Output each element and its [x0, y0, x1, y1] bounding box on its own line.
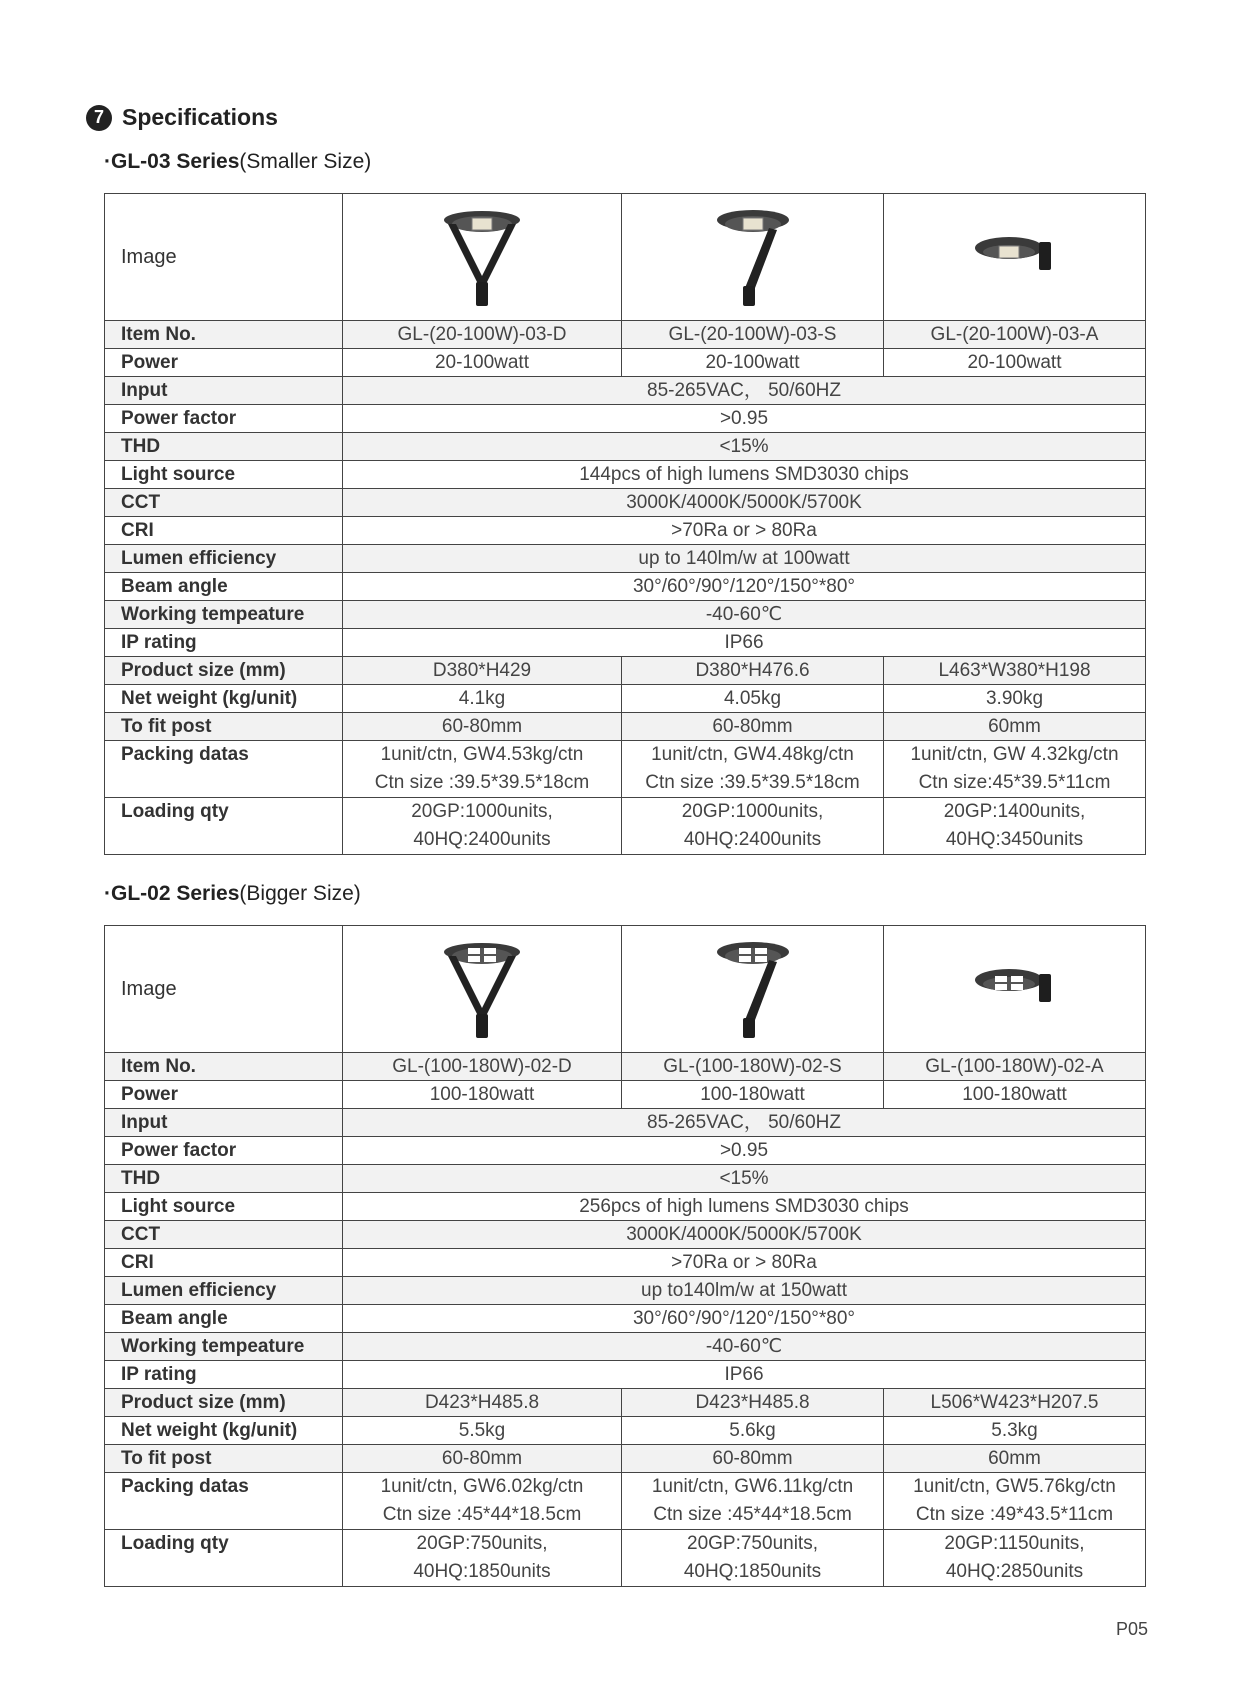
- row-label: Image: [105, 926, 343, 1053]
- series-title-rest: (Bigger Size): [239, 882, 361, 905]
- spec-value-line: 20GP:1000units,: [411, 801, 553, 822]
- spec-value: 3.90kg: [884, 685, 1146, 713]
- row-label: Input: [105, 377, 343, 405]
- spec-row: [105, 433, 1146, 461]
- spec-value: <15%: [343, 1165, 1146, 1193]
- spec-value-line: Ctn size :49*43.5*11cm: [915, 1504, 1114, 1525]
- spec-value: -40-60℃: [343, 1333, 1146, 1361]
- row-label: Packing datas: [105, 1473, 343, 1530]
- spec-value: <15%: [343, 433, 1146, 461]
- row-label: IP rating: [105, 629, 343, 657]
- row-label: To fit post: [105, 1445, 343, 1473]
- row-label: Power factor: [105, 1137, 343, 1165]
- spec-value: 4.1kg: [343, 685, 622, 713]
- spec-value-line: 1unit/ctn, GW6.02kg/ctn: [380, 1476, 584, 1497]
- section-number-badge: 7: [86, 105, 112, 131]
- row-label: CRI: [105, 517, 343, 545]
- spec-value: GL-(20-100W)-03-S: [622, 321, 884, 349]
- row-label: Beam angle: [105, 573, 343, 601]
- spec-row: [105, 657, 1146, 685]
- spec-row: [105, 1193, 1146, 1221]
- spec-value: 5.3kg: [884, 1417, 1146, 1445]
- section-heading: [86, 104, 278, 131]
- spec-value: >0.95: [343, 405, 1146, 433]
- spec-value: 4.05kg: [622, 685, 884, 713]
- side-arm-lamp-s-icon: [622, 194, 884, 321]
- spec-row: [105, 1221, 1146, 1249]
- row-label: Packing datas: [105, 741, 343, 798]
- spec-value: L506*W423*H207.5: [884, 1389, 1146, 1417]
- spec-value: 100-180watt: [343, 1081, 622, 1109]
- series-title-gl02: [104, 882, 361, 906]
- spec-table-gl03: [104, 193, 1146, 855]
- row-label: Working tempeature: [105, 1333, 343, 1361]
- spec-value-line: 1unit/ctn, GW6.11kg/ctn: [651, 1476, 854, 1497]
- spec-value: up to140lm/w at 150watt: [343, 1277, 1146, 1305]
- spec-value: [622, 1530, 884, 1587]
- row-label: Power factor: [105, 405, 343, 433]
- row-label: CCT: [105, 1221, 343, 1249]
- spec-value-line: 1unit/ctn, GW4.53kg/ctn: [380, 744, 584, 765]
- spec-value-line: 40HQ:2400units: [683, 829, 822, 850]
- spec-value: [884, 741, 1146, 798]
- series-title-gl03: [104, 150, 371, 174]
- row-label: Working tempeature: [105, 601, 343, 629]
- spec-value-line: 1unit/ctn, GW4.48kg/ctn: [651, 744, 854, 765]
- spec-value: D380*H429: [343, 657, 622, 685]
- row-label: Input: [105, 1109, 343, 1137]
- spec-value-line: 40HQ:1850units: [683, 1561, 822, 1582]
- spec-row: [105, 1445, 1146, 1473]
- spec-value: GL-(20-100W)-03-D: [343, 321, 622, 349]
- spec-value: [622, 741, 884, 798]
- spec-value: 20-100watt: [884, 349, 1146, 377]
- section-title: Specifications: [122, 104, 278, 130]
- spec-value: D423*H485.8: [343, 1389, 622, 1417]
- spec-value: [622, 798, 884, 855]
- wall-arm-lamp-a-icon: [884, 926, 1146, 1053]
- spec-value: GL-(100-180W)-02-S: [622, 1053, 884, 1081]
- spec-row: [105, 405, 1146, 433]
- spec-row: [105, 798, 1146, 855]
- row-label: Product size (mm): [105, 657, 343, 685]
- spec-value: D380*H476.6: [622, 657, 884, 685]
- page-number: P05: [1115, 1619, 1148, 1639]
- spec-value: 256pcs of high lumens SMD3030 chips: [343, 1193, 1146, 1221]
- spec-row: [105, 1249, 1146, 1277]
- spec-value: GL-(100-180W)-02-D: [343, 1053, 622, 1081]
- spec-row: [105, 489, 1146, 517]
- spec-row: [105, 349, 1146, 377]
- row-label: To fit post: [105, 713, 343, 741]
- spec-row: [105, 321, 1146, 349]
- spec-row: [105, 1361, 1146, 1389]
- spec-value: [622, 1473, 884, 1530]
- spec-value-line: 20GP:750units,: [416, 1533, 548, 1554]
- spec-value: D423*H485.8: [622, 1389, 884, 1417]
- row-label: Lumen efficiency: [105, 1277, 343, 1305]
- spec-value: IP66: [343, 629, 1146, 657]
- spec-value: [343, 1530, 622, 1587]
- spec-row: [105, 1473, 1146, 1530]
- spec-row: [105, 545, 1146, 573]
- spec-value: 60mm: [884, 713, 1146, 741]
- image-row: [105, 926, 1146, 1053]
- spec-value: 144pcs of high lumens SMD3030 chips: [343, 461, 1146, 489]
- row-label: Power: [105, 1081, 343, 1109]
- spec-row: [105, 1417, 1146, 1445]
- spec-value-line: Ctn size :39.5*39.5*18cm: [645, 772, 860, 793]
- spec-row: [105, 1277, 1146, 1305]
- spec-value: 30°/60°/90°/120°/150°*80°: [343, 1305, 1146, 1333]
- row-label: THD: [105, 433, 343, 461]
- spec-row: [105, 1530, 1146, 1587]
- spec-value-line: 20GP:1000units,: [681, 801, 824, 822]
- spec-value: [343, 798, 622, 855]
- image-row: [105, 194, 1146, 321]
- spec-value-line: Ctn size:45*39.5*11cm: [918, 772, 1111, 793]
- row-label: Light source: [105, 1193, 343, 1221]
- spec-value: >70Ra or > 80Ra: [343, 1249, 1146, 1277]
- spec-row: [105, 713, 1146, 741]
- spec-value: 60mm: [884, 1445, 1146, 1473]
- post-top-lamp-d-icon: [343, 926, 622, 1053]
- spec-value: [884, 1530, 1146, 1587]
- spec-value: up to 140lm/w at 100watt: [343, 545, 1146, 573]
- spec-row: [105, 517, 1146, 545]
- spec-row: [105, 1389, 1146, 1417]
- spec-value-line: 1unit/ctn, GW 4.32kg/ctn: [910, 744, 1119, 765]
- spec-value-line: 20GP:750units,: [687, 1533, 818, 1554]
- spec-row: [105, 461, 1146, 489]
- spec-row: [105, 741, 1146, 798]
- row-label: CCT: [105, 489, 343, 517]
- spec-value: -40-60℃: [343, 601, 1146, 629]
- spec-value-line: 40HQ:1850units: [413, 1561, 551, 1582]
- spec-value: 3000K/4000K/5000K/5700K: [343, 1221, 1146, 1249]
- row-label: Beam angle: [105, 1305, 343, 1333]
- series-title-bold: ·GL-02 Series: [104, 882, 240, 905]
- series-title-rest: (Smaller Size): [239, 150, 372, 173]
- row-label: CRI: [105, 1249, 343, 1277]
- spec-value: 60-80mm: [343, 1445, 622, 1473]
- row-label: Net weight (kg/unit): [105, 1417, 343, 1445]
- post-top-lamp-d-icon: [343, 194, 622, 321]
- row-label: IP rating: [105, 1361, 343, 1389]
- row-label: Light source: [105, 461, 343, 489]
- spec-table-gl02: [104, 925, 1146, 1587]
- spec-row: [105, 1081, 1146, 1109]
- spec-value: 30°/60°/90°/120°/150°*80°: [343, 573, 1146, 601]
- spec-row: [105, 1053, 1146, 1081]
- row-label: Loading qty: [105, 1530, 343, 1587]
- spec-value: [343, 741, 622, 798]
- spec-row: [105, 1305, 1146, 1333]
- spec-value-line: Ctn size :45*44*18.5cm: [382, 1504, 582, 1525]
- spec-value: IP66: [343, 1361, 1146, 1389]
- spec-value-line: Ctn size :45*44*18.5cm: [653, 1504, 852, 1525]
- spec-value: 60-80mm: [622, 713, 884, 741]
- spec-value: 85-265VAC， 50/60HZ: [343, 1109, 1146, 1137]
- spec-value-line: 40HQ:3450units: [945, 829, 1084, 850]
- series-title-bold: ·GL-03 Series: [104, 150, 240, 173]
- row-label: Loading qty: [105, 798, 343, 855]
- spec-value: 5.5kg: [343, 1417, 622, 1445]
- spec-row: [105, 1137, 1146, 1165]
- spec-row: [105, 1165, 1146, 1193]
- spec-row: [105, 1109, 1146, 1137]
- spec-row: [105, 601, 1146, 629]
- spec-value: 5.6kg: [622, 1417, 884, 1445]
- spec-value-line: 20GP:1150units,: [944, 1533, 1085, 1554]
- spec-value: 3000K/4000K/5000K/5700K: [343, 489, 1146, 517]
- spec-value: GL-(100-180W)-02-A: [884, 1053, 1146, 1081]
- spec-value: >70Ra or > 80Ra: [343, 517, 1146, 545]
- spec-row: [105, 685, 1146, 713]
- spec-value-line: 40HQ:2850units: [945, 1561, 1084, 1582]
- spec-value-line: Ctn size :39.5*39.5*18cm: [374, 772, 590, 793]
- row-label: Item No.: [105, 1053, 343, 1081]
- spec-value: [343, 1473, 622, 1530]
- spec-value-line: 20GP:1400units,: [943, 801, 1086, 822]
- spec-row: [105, 573, 1146, 601]
- row-label: Image: [105, 194, 343, 321]
- spec-value: [884, 798, 1146, 855]
- spec-value: 20-100watt: [343, 349, 622, 377]
- spec-value: 100-180watt: [884, 1081, 1146, 1109]
- spec-value: L463*W380*H198: [884, 657, 1146, 685]
- side-arm-lamp-s-icon: [622, 926, 884, 1053]
- row-label: Product size (mm): [105, 1389, 343, 1417]
- spec-value: 20-100watt: [622, 349, 884, 377]
- spec-value: 60-80mm: [622, 1445, 884, 1473]
- spec-value: 60-80mm: [343, 713, 622, 741]
- row-label: Net weight (kg/unit): [105, 685, 343, 713]
- spec-value: 100-180watt: [622, 1081, 884, 1109]
- row-label: Item No.: [105, 321, 343, 349]
- row-label: THD: [105, 1165, 343, 1193]
- spec-value-line: 40HQ:2400units: [413, 829, 551, 850]
- spec-row: [105, 1333, 1146, 1361]
- spec-row: [105, 629, 1146, 657]
- spec-value: 85-265VAC， 50/60HZ: [343, 377, 1146, 405]
- spec-value: [884, 1473, 1146, 1530]
- wall-arm-lamp-a-icon: [884, 194, 1146, 321]
- spec-row: [105, 377, 1146, 405]
- row-label: Lumen efficiency: [105, 545, 343, 573]
- spec-value-line: 1unit/ctn, GW5.76kg/ctn: [913, 1476, 1116, 1497]
- spec-value: GL-(20-100W)-03-A: [884, 321, 1146, 349]
- row-label: Power: [105, 349, 343, 377]
- spec-value: >0.95: [343, 1137, 1146, 1165]
